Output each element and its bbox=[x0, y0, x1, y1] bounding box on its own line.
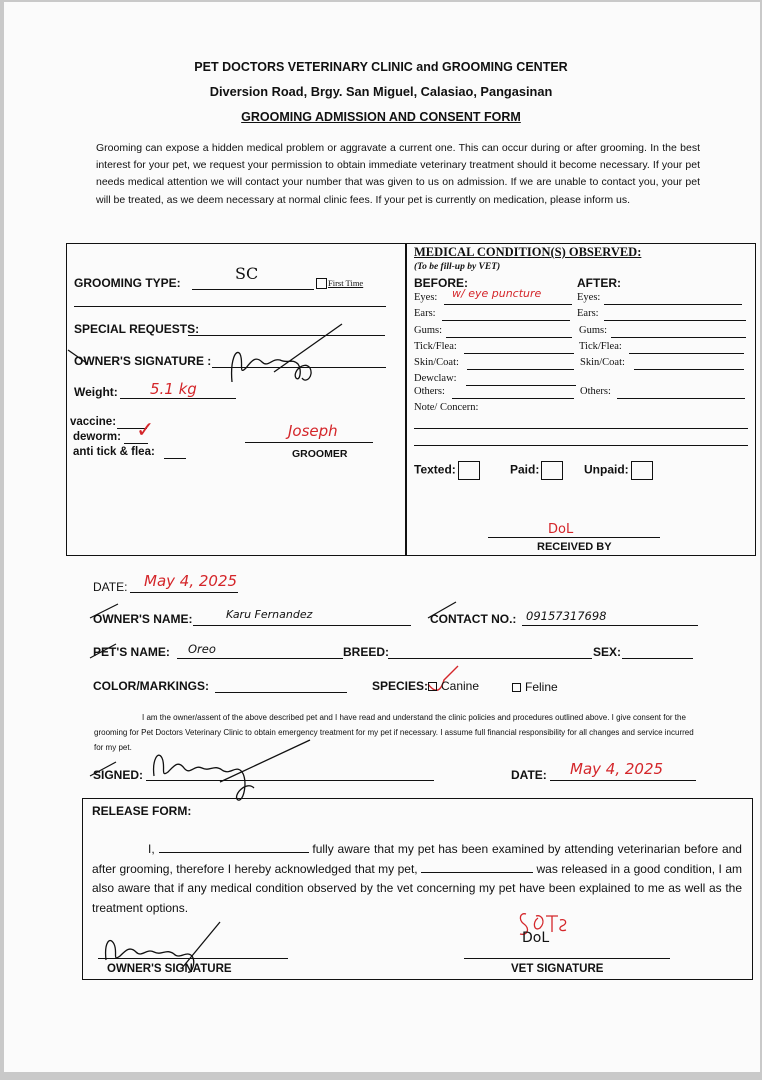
tick-flea-label: anti tick & flea: bbox=[73, 446, 155, 458]
pet-name-field[interactable]: Oreo bbox=[188, 642, 216, 656]
after-label: AFTER: bbox=[577, 276, 621, 290]
vet-signature-line[interactable] bbox=[464, 958, 670, 959]
release-text-1: I, bbox=[148, 842, 155, 856]
release-text-3: was released in a good condition, I am also aware that if any medical condition observed by the vet concerning my pet have been explained to me as well as the treatment options. bbox=[92, 861, 742, 915]
before-eyes-label: Eyes: bbox=[414, 292, 438, 303]
release-owner-name-field[interactable] bbox=[159, 852, 309, 853]
consent-paragraph: I am the owner/assent of the above described pet and I have read and understand the clinic policies and procedures outlined above. I give consent for the grooming for Pet Doctors Veterinary Clinic to obtain emergency treatment for my pet if necessary. I assume full financial responsibility for all changes and service incurred for my pet. bbox=[94, 713, 694, 752]
owner-name-field[interactable]: Karu Fernandez bbox=[226, 608, 313, 621]
pet-name-label: PET'S NAME: bbox=[93, 645, 170, 659]
before-gums-label: Gums: bbox=[414, 325, 443, 336]
grooming-type-field[interactable]: SC bbox=[235, 264, 259, 283]
date-field[interactable]: May 4, 2025 bbox=[144, 572, 238, 590]
sex-field[interactable] bbox=[622, 658, 693, 659]
before-eyes-field[interactable]: w/ eye puncture bbox=[452, 287, 542, 300]
vet-signature-label: VET SIGNATURE bbox=[511, 963, 604, 975]
signed-date-line bbox=[550, 780, 696, 781]
groomer-label: GROOMER bbox=[292, 448, 348, 460]
texted-label: Texted: bbox=[414, 462, 456, 477]
received-by-field[interactable]: DoL bbox=[548, 522, 574, 537]
after-tickflea-label: Tick/Flea: bbox=[579, 341, 622, 352]
paid-label: Paid: bbox=[510, 462, 540, 477]
before-label: BEFORE: bbox=[414, 276, 468, 290]
owner-signature-label: OWNER'S SIGNATURE : bbox=[74, 354, 212, 368]
before-tickflea-label: Tick/Flea: bbox=[414, 341, 457, 352]
owner-name-label: OWNER'S NAME: bbox=[93, 612, 193, 626]
release-title: RELEASE FORM: bbox=[92, 804, 192, 818]
special-requests-label: SPECIAL REQUESTS: bbox=[74, 322, 200, 336]
signed-label: SIGNED: bbox=[93, 768, 144, 782]
intro-paragraph: Grooming can expose a hidden medical problem or aggravate a current one. This can occur during or after grooming. In the best interest for your pet, we request your permission to obtain immediate veterinary treatment should it become necessary. If your pet needs medical attention we will contact your number that was given to us on admission. If we are unable to contact you, your pet will be treated, as we deem necessary at normal clinic fees. If your pet is currently on medication, please inform us. bbox=[96, 142, 700, 206]
contact-field[interactable]: 09157317698 bbox=[526, 609, 607, 623]
pet-name-line bbox=[177, 658, 343, 659]
signed-date-field[interactable]: May 4, 2025 bbox=[570, 760, 664, 778]
deworm-label: deworm: bbox=[73, 431, 121, 443]
unpaid-label: Unpaid: bbox=[584, 462, 629, 477]
deworm-check-mark[interactable]: ✓ bbox=[136, 418, 155, 443]
canine-checkbox[interactable] bbox=[428, 682, 437, 691]
release-owner-signature-label: OWNER'S SIGNATURE bbox=[107, 963, 232, 975]
clinic-address: Diversion Road, Brgy. San Miguel, Calasiao, Pangasinan bbox=[209, 84, 553, 99]
after-skincoat-label: Skin/Coat: bbox=[580, 357, 625, 368]
contact-label: CONTACT NO.: bbox=[430, 612, 517, 626]
before-others-label: Others: bbox=[414, 386, 445, 397]
before-skincoat-label: Skin/Coat: bbox=[414, 357, 459, 368]
first-time-label: First Time bbox=[328, 278, 364, 288]
after-gums-label: Gums: bbox=[579, 325, 608, 336]
release-pet-name-field[interactable] bbox=[421, 872, 533, 873]
note-concern-label: Note/ Concern: bbox=[414, 402, 479, 413]
species-label: SPECIES: bbox=[372, 679, 429, 693]
date-label: DATE: bbox=[93, 580, 128, 594]
breed-label: BREED: bbox=[343, 645, 390, 659]
groomer-name-field[interactable]: Joseph bbox=[288, 422, 338, 440]
signed-date-label: DATE: bbox=[511, 768, 547, 782]
grooming-type-label: GROOMING TYPE: bbox=[74, 276, 181, 290]
color-markings-field[interactable] bbox=[215, 692, 347, 693]
release-paragraph bbox=[92, 840, 742, 918]
clinic-name: PET DOCTORS VETERINARY CLINIC and GROOMING CENTER bbox=[194, 60, 568, 74]
canine-label: Canine bbox=[441, 679, 480, 693]
species-feline-option[interactable] bbox=[512, 680, 558, 694]
weight-field[interactable]: 5.1 kg bbox=[150, 380, 197, 398]
weight-label: Weight: bbox=[74, 385, 118, 399]
release-owner-signature-line[interactable] bbox=[98, 958, 288, 959]
vaccine-label: vaccine: bbox=[70, 416, 117, 428]
species-canine-option[interactable] bbox=[428, 679, 479, 693]
feline-checkbox[interactable] bbox=[512, 683, 521, 692]
after-eyes-label: Eyes: bbox=[577, 292, 601, 303]
vet-initials: DoL bbox=[522, 930, 550, 946]
received-by-label: RECEIVED BY bbox=[537, 541, 612, 553]
after-others-label: Others: bbox=[580, 386, 611, 397]
sex-label: SEX: bbox=[593, 645, 622, 659]
before-dewclaw-label: Dewclaw: bbox=[414, 373, 457, 384]
color-markings-label: COLOR/MARKINGS: bbox=[93, 679, 209, 693]
before-ears-label: Ears: bbox=[414, 308, 436, 319]
medical-title: MEDICAL CONDITION(S) OBSERVED: bbox=[414, 245, 642, 259]
release-text-2: fully aware that my pet has been examined by attending veterinarian before and after grooming, therefore I hereby acknowledged that my pet, bbox=[92, 842, 742, 876]
form-title: GROOMING ADMISSION AND CONSENT FORM bbox=[241, 110, 521, 124]
after-ears-label: Ears: bbox=[577, 308, 599, 319]
breed-field[interactable] bbox=[388, 658, 592, 659]
feline-label: Feline bbox=[525, 680, 558, 694]
medical-subtitle: (To be fill-up by VET) bbox=[414, 262, 501, 272]
